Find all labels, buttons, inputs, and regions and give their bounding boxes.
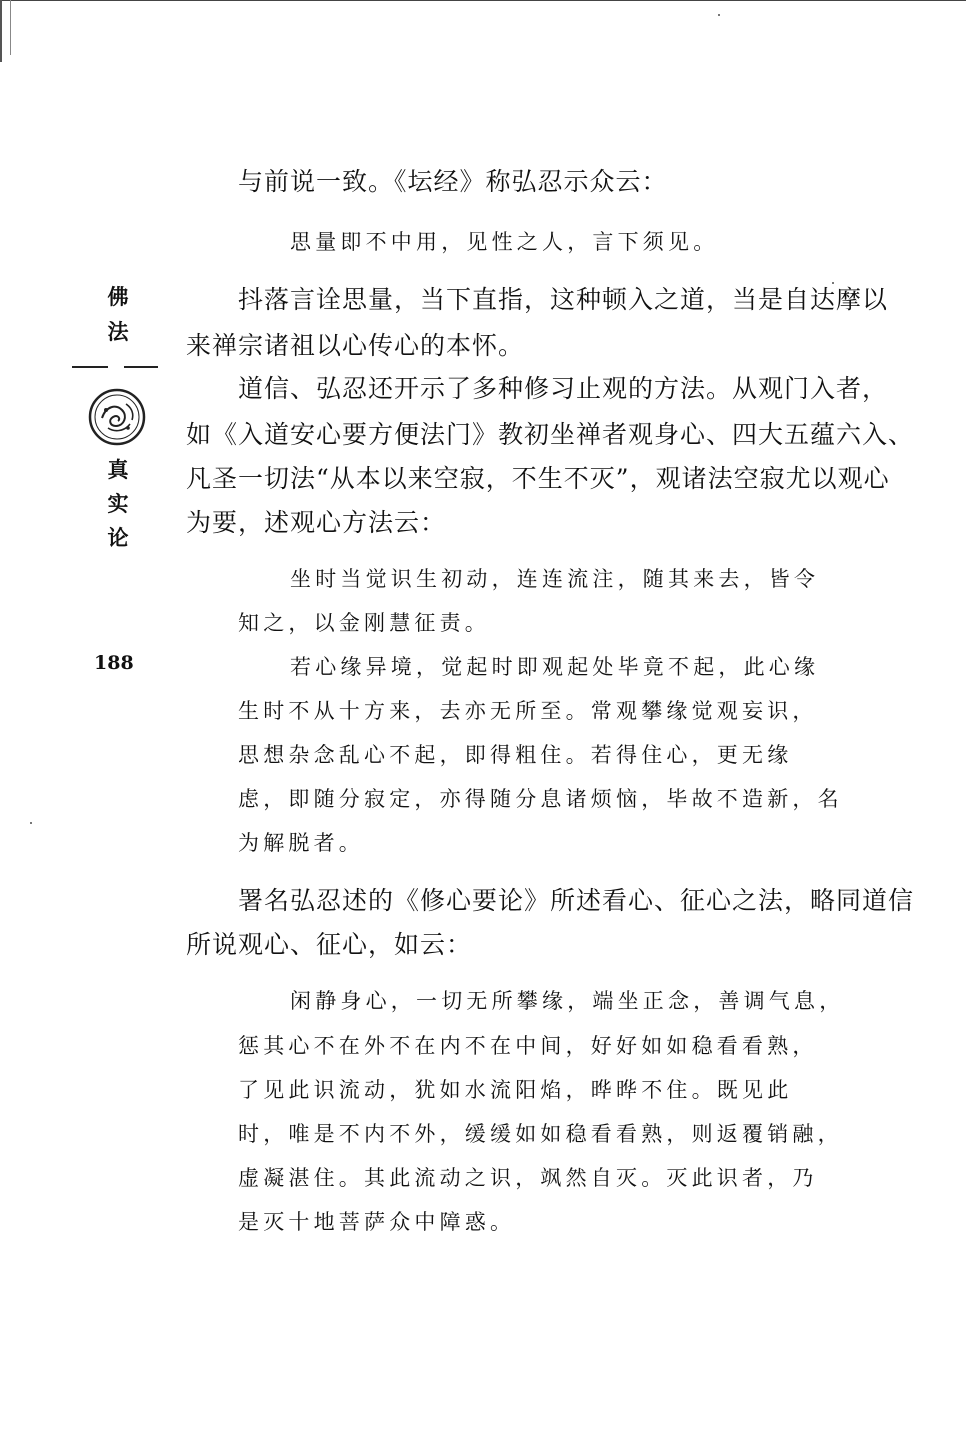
side-title-char: 实 <box>107 491 129 516</box>
body-line: 道信、弘忍还开示了多种修习止观的方法。从观门入者， <box>238 374 889 403</box>
quote-line: 若心缘异境，觉起时即观起处毕竟不起，此心缘 <box>290 655 820 679</box>
quote-line: 是灭十地菩萨众中障惑。 <box>238 1210 516 1234</box>
body-line: 所说观心、征心，如云： <box>186 930 473 959</box>
quote-line: 了见此识流动，犹如水流阳焰，晔晔不住。既见此 <box>238 1078 793 1102</box>
side-title-char: 佛 <box>107 284 129 309</box>
quote-line: 知之，以金刚慧征责。 <box>238 611 490 635</box>
quote-line: 闲静身心，一切无所攀缘，端坐正念，善调气息， <box>290 989 845 1013</box>
scan-speck <box>30 822 32 824</box>
side-rule-right <box>124 366 158 368</box>
side-title-char: 真 <box>107 457 129 482</box>
side-rule-left <box>72 366 108 368</box>
side-title-char: 法 <box>107 319 129 344</box>
body-line: 凡圣一切法“从本以来空寂，不生不灭”，观诸法空寂尤以观心 <box>186 464 890 493</box>
side-title-char: 论 <box>107 525 129 550</box>
ornamental-emblem-icon <box>88 388 146 446</box>
page-number: 188 <box>94 652 134 674</box>
scan-border-top <box>0 0 966 1</box>
scan-border-left-inner <box>10 0 11 55</box>
quote-line: 虚凝湛住。其此流动之识，飒然自灭。灭此识者，乃 <box>238 1166 818 1190</box>
body-line: 与前说一致。《坛经》称弘忍示众云： <box>238 167 668 196</box>
quote-line: 生时不从十方来，去亦无所至。常观攀缘觉观妄识， <box>238 699 818 723</box>
scan-border-left <box>0 0 2 62</box>
quote-line: 为解脱者。 <box>238 831 364 855</box>
scan-speck <box>718 14 720 16</box>
quote-line: 思量即不中用，见性之人，言下须见。 <box>290 230 719 254</box>
quote-line: 虑，即随分寂定，亦得随分息诸烦恼，毕故不造新，名 <box>238 787 843 811</box>
quote-line: 惩其心不在外不在内不在中间，好好如如稳看看熟， <box>238 1034 818 1058</box>
quote-line: 时，唯是不内不外，缓缓如如稳看看熟，则返覆销融， <box>238 1122 843 1146</box>
quote-line: 坐时当觉识生初动，连连流注，随其来去，皆令 <box>290 567 820 591</box>
body-line: 署名弘忍述的《修心要论》所述看心、征心之法，略同道信 <box>238 886 915 915</box>
body-line: 抖落言诠思量，当下直指，这种顿入之道，当是自达摩以 <box>238 285 889 314</box>
body-line: 为要，述观心方法云： <box>186 508 447 537</box>
body-line: 如《入道安心要方便法门》教初坐禅者观身心、四大五蕴六入、 <box>186 420 915 449</box>
quote-line: 思想杂念乱心不起，即得粗住。若得住心，更无缘 <box>238 743 793 767</box>
body-line: 来禅宗诸祖以心传心的本怀。 <box>186 331 525 360</box>
